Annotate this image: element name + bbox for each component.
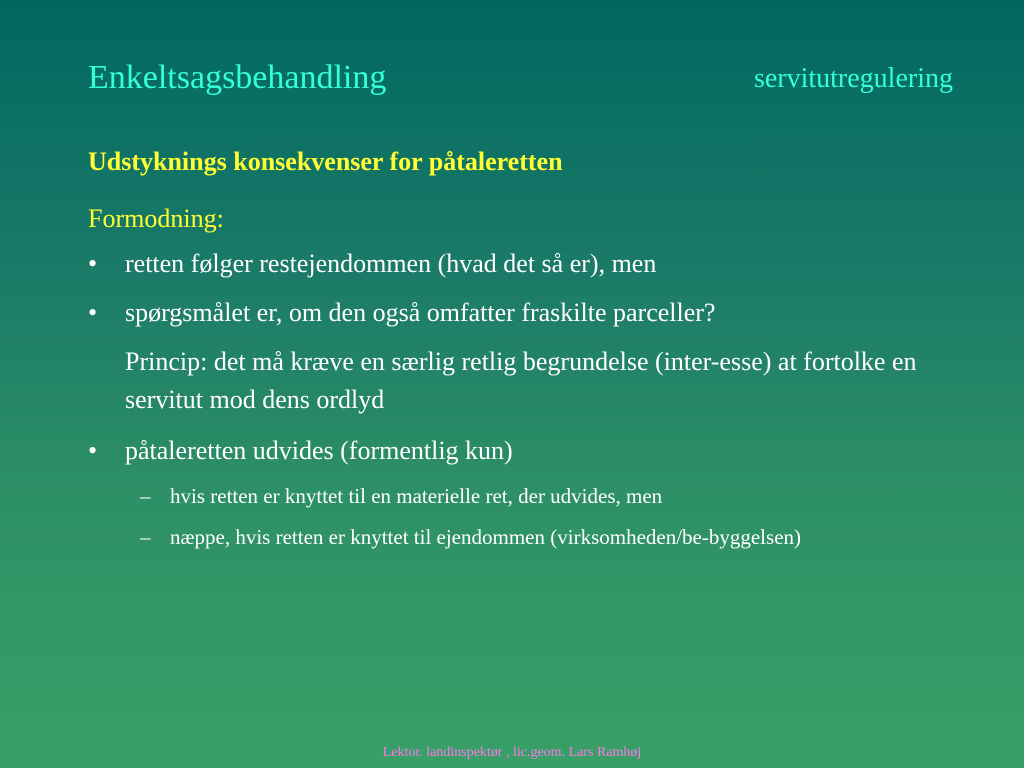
principle-paragraph: Princip: det må kræve en særlig retlig begrundelse (inter-esse) at fortolke en servitut mod dens ordlyd [125, 347, 917, 414]
sub-marker: – [140, 525, 151, 549]
bullet-text: påtaleretten udvides (formentlig kun) [125, 436, 513, 465]
sub-item-1 [140, 481, 920, 512]
intro-label: Formodning: [88, 204, 224, 233]
section-heading: Udstyknings konsekvenser for påtaleretten [88, 147, 563, 176]
bullet-marker: • [88, 249, 98, 278]
bullet-text: retten følger restejendommen (hvad det så er), men [125, 249, 657, 278]
bullet-item-3 [88, 432, 928, 470]
bullet-item-1 [88, 245, 928, 283]
sub-marker: – [140, 484, 151, 508]
sub-item-2 [140, 522, 920, 553]
slide-title: Enkeltsagsbehandling [88, 59, 387, 96]
slide-subtitle: servitutregulering [753, 63, 953, 94]
sub-text: hvis retten er knyttet til en materielle ret, der udvides, men [170, 484, 663, 508]
bullet-marker: • [88, 436, 98, 465]
footer-credit: Lektor. landinspektør , lic.geom. Lars Ramhøj [382, 745, 642, 760]
bullet-text: spørgsmålet er, om den også omfatter fraskilte parceller? [125, 298, 716, 327]
sub-text: næppe, hvis retten er knyttet til ejendommen (virksomheden/be-byggelsen) [170, 525, 802, 549]
bullet-item-2 [88, 294, 928, 332]
bullet-marker: • [88, 298, 98, 327]
